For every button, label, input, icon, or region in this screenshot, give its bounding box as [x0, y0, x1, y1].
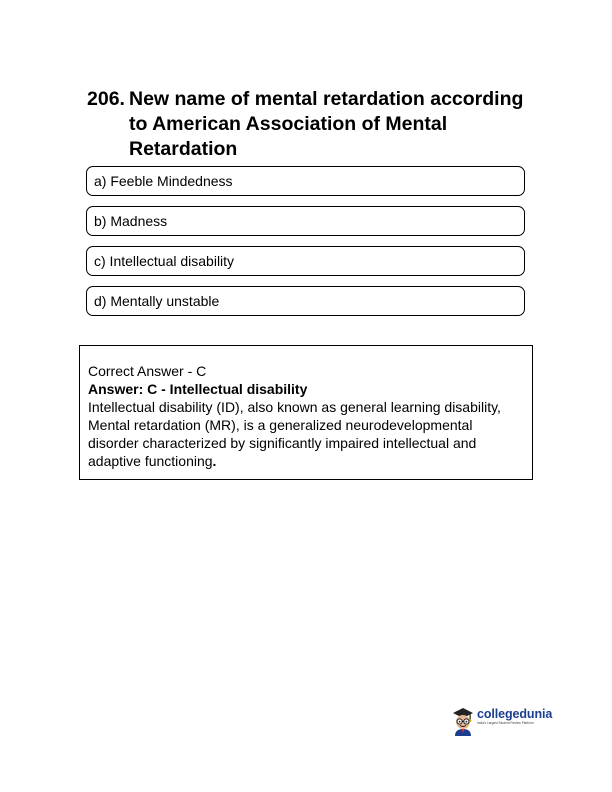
option-c[interactable]: c) Intellectual disability — [86, 246, 525, 276]
collegedunia-logo — [452, 706, 562, 738]
logo-tagline: India's Largest Student Review Platform — [477, 721, 534, 725]
option-d[interactable]: d) Mentally unstable — [86, 286, 525, 316]
option-b[interactable]: b) Madness — [86, 206, 525, 236]
question-text: New name of mental retardation according to American Association of Mental Retardation — [129, 88, 524, 160]
logo-text — [477, 708, 552, 726]
answer-heading: Answer: C - Intellectual disability — [88, 381, 308, 397]
question-heading — [87, 87, 537, 162]
answer-box — [79, 345, 533, 480]
question-number: 206. — [87, 88, 125, 110]
correct-answer-line: Correct Answer - C — [88, 363, 207, 379]
option-a[interactable]: a) Feeble Mindedness — [86, 166, 525, 196]
graduate-mascot-icon — [452, 706, 474, 736]
explanation-text: Intellectual disability (ID), also known as general learning disability, Mental retardation (MR), is a generalized neurodevelopmental disorder characterized by significantly impaired intellectual and adaptive functioning — [88, 399, 501, 469]
explanation-end: . — [212, 453, 217, 469]
answer-explanation — [88, 398, 524, 470]
logo-name: collegedunia — [477, 707, 553, 721]
